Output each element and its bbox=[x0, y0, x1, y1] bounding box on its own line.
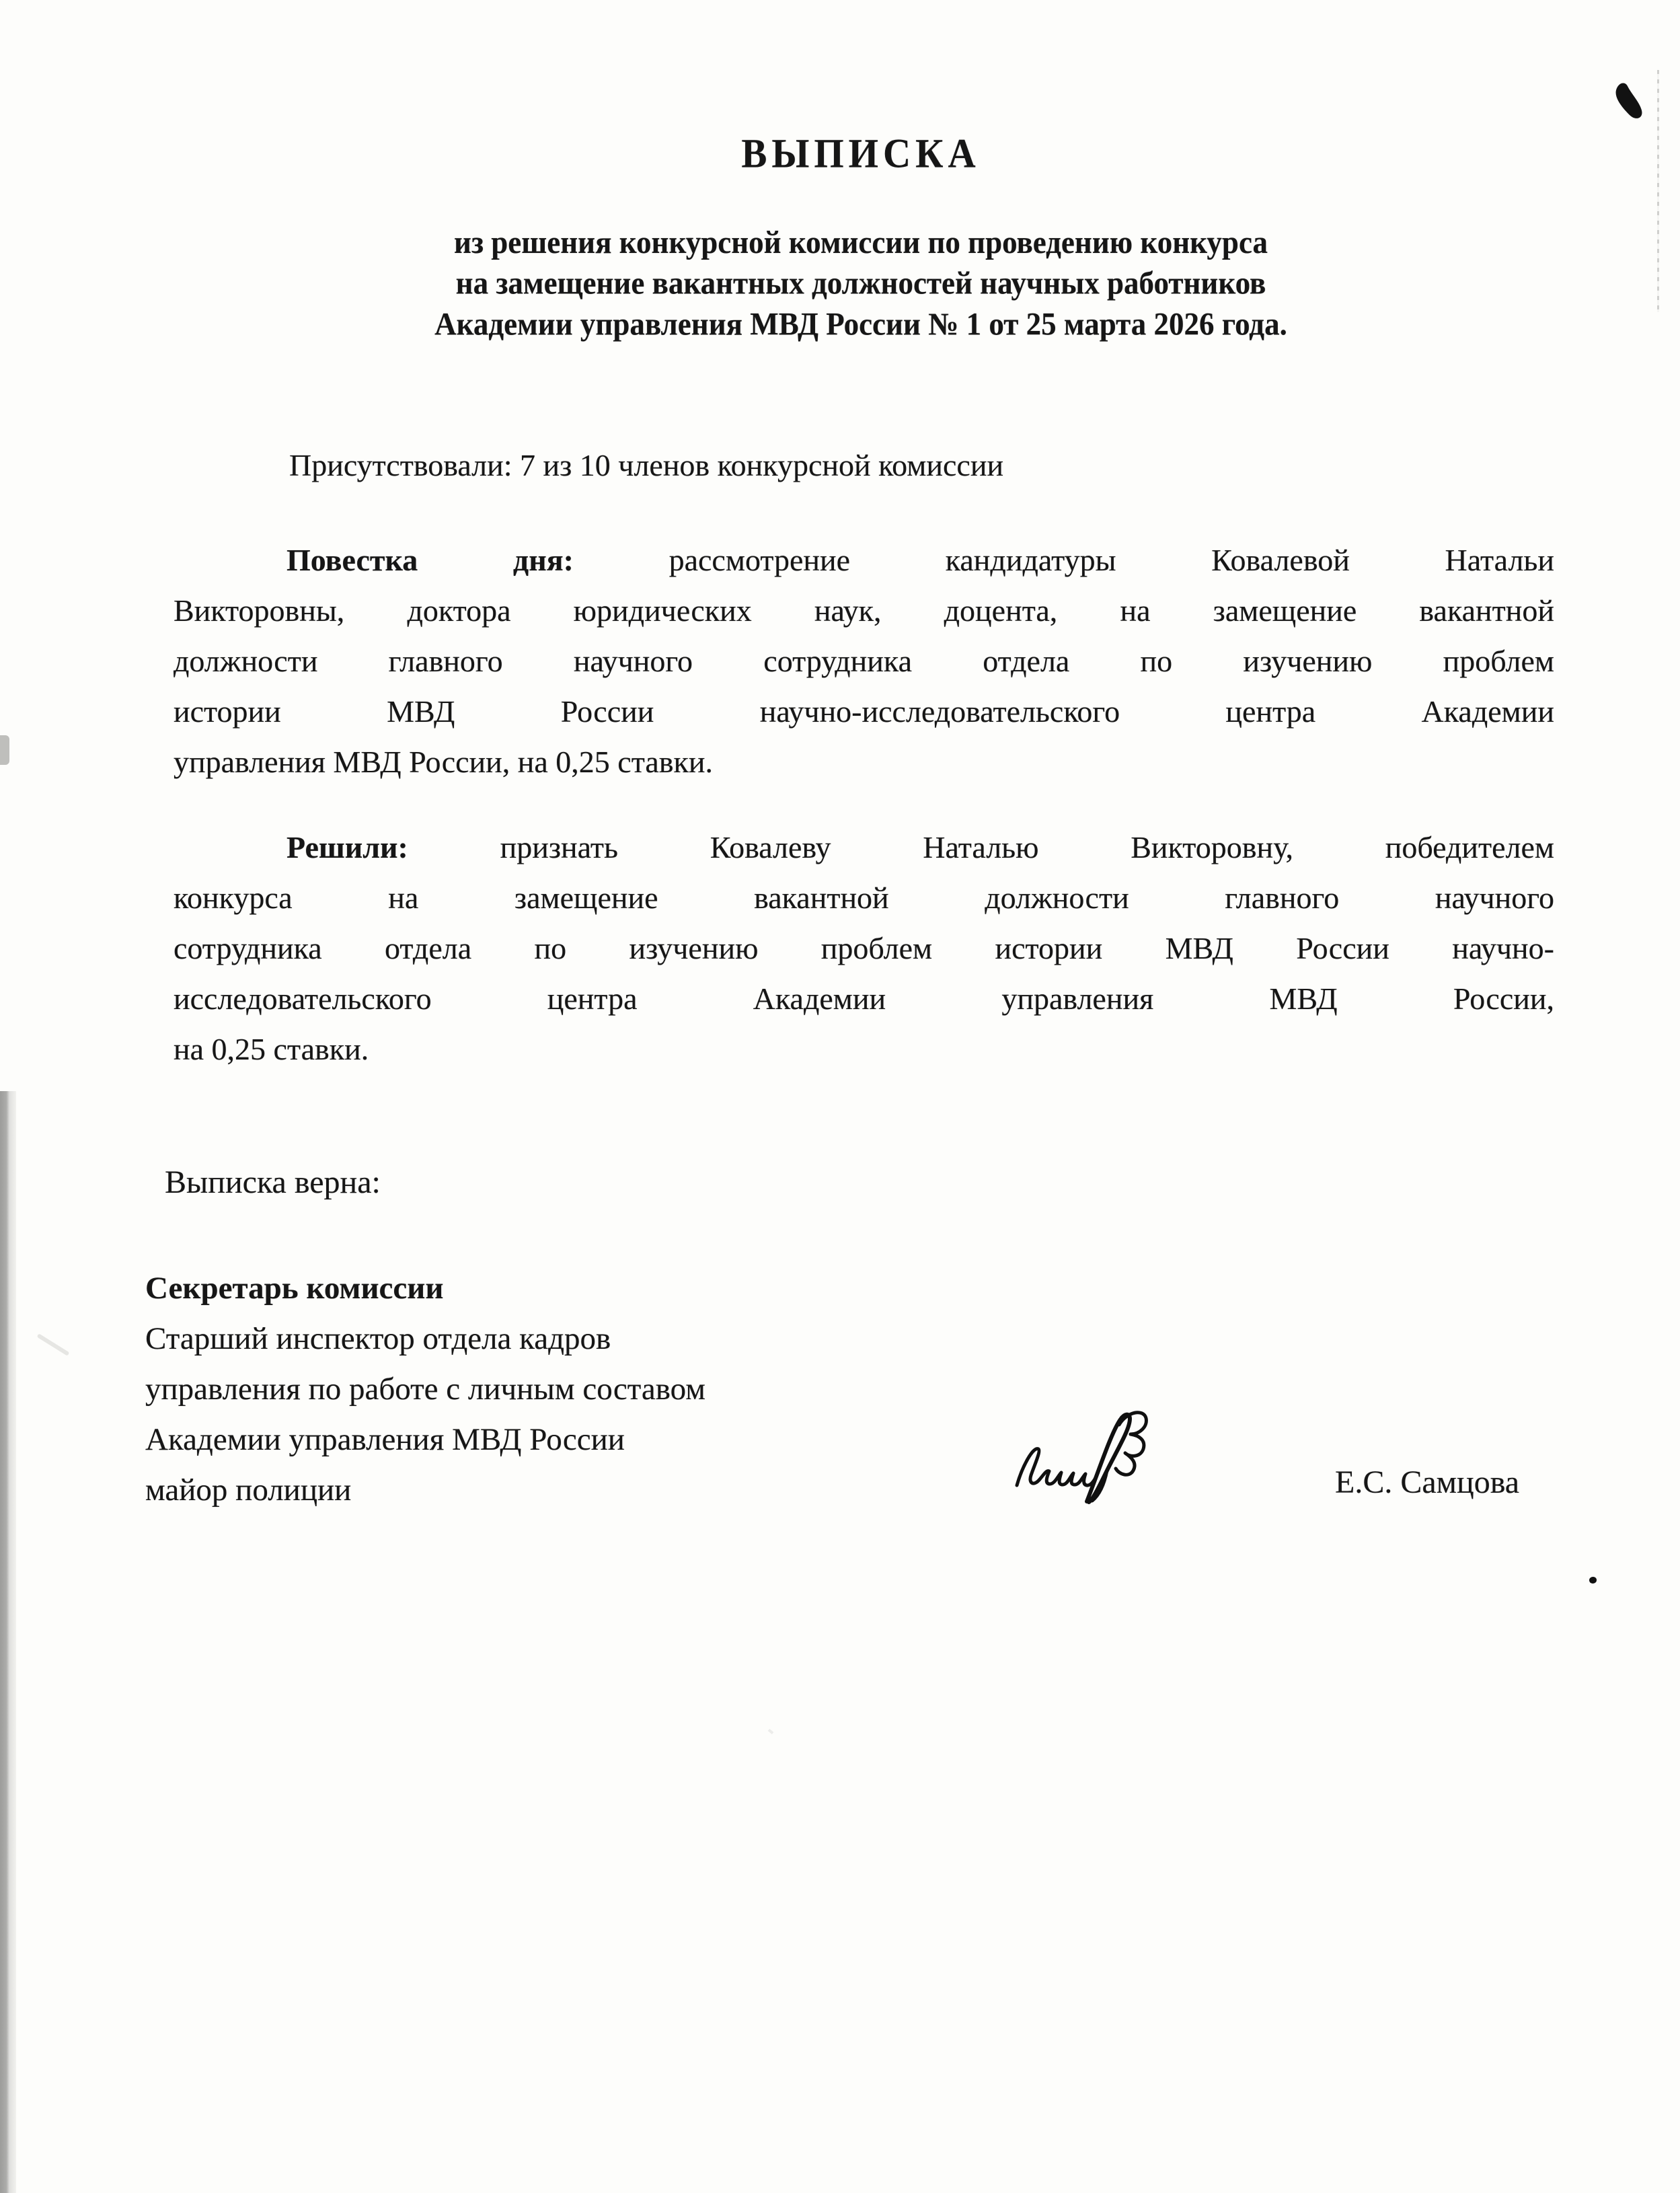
agenda-line: управления МВД России, на 0,25 ставки. bbox=[174, 745, 713, 779]
resolution-line: исследовательского центра Академии управления МВД России, bbox=[174, 981, 1554, 1016]
agenda-line-text: рассмотрение кандидатуры Ковалевой Натальи bbox=[669, 543, 1555, 577]
resolution-line: конкурса на замещение вакантной должности главного научного bbox=[174, 881, 1554, 915]
agenda-line: Викторовны, доктора юридических наук, доцента, на замещение вакантной bbox=[174, 593, 1554, 628]
handwritten-signature-icon bbox=[1003, 1405, 1192, 1512]
resolution-line: сотрудника отдела по изучению проблем истории МВД России научно- bbox=[174, 931, 1554, 965]
scan-edge-artifact-left-small bbox=[0, 735, 9, 765]
agenda-paragraph bbox=[174, 535, 1554, 787]
scan-edge-artifact-left bbox=[0, 1091, 16, 2193]
certification-line: Выписка верна: bbox=[165, 1164, 381, 1200]
attendance-line: Присутствовали: 7 из 10 членов конкурсной комиссии bbox=[289, 448, 1004, 482]
scan-speck bbox=[768, 1729, 774, 1734]
page-title: ВЫПИСКА bbox=[741, 131, 981, 177]
signatory-name: Е.С. Самцова bbox=[1335, 1464, 1520, 1500]
resolution-lead-label: Решили: bbox=[287, 830, 408, 864]
ink-dot bbox=[1589, 1577, 1597, 1584]
signatory-block bbox=[145, 1263, 1087, 1516]
pen-ink-stroke-icon bbox=[1611, 79, 1648, 128]
resolution-paragraph bbox=[174, 822, 1554, 1074]
signatory-line: Академии управления МВД России bbox=[145, 1422, 625, 1457]
agenda-line bbox=[174, 535, 1554, 585]
agenda-line: истории МВД России научно-исследовательского центра Академии bbox=[174, 694, 1554, 729]
resolution-line-text: признать Ковалеву Наталью Викторовну, победителем bbox=[500, 830, 1554, 864]
document-subtitle bbox=[168, 222, 1554, 345]
subtitle-line: Академии управления МВД России № 1 от 25 марта 2026 года. bbox=[434, 306, 1287, 342]
subtitle-line: на замещение вакантных должностей научных работников bbox=[455, 265, 1266, 301]
resolution-line: на 0,25 ставки. bbox=[174, 1032, 369, 1066]
resolution-line bbox=[174, 822, 1554, 872]
scan-smudge bbox=[37, 1333, 70, 1356]
subtitle-line: из решения конкурсной комиссии по проведению конкурса bbox=[454, 224, 1268, 260]
signatory-line: Старший инспектор отдела кадров bbox=[145, 1321, 611, 1356]
agenda-line: должности главного научного сотрудника отдела по изучению проблем bbox=[174, 644, 1554, 678]
agenda-lead-label: Повестка дня: bbox=[287, 543, 574, 577]
signatory-role: Секретарь комиссии bbox=[145, 1271, 444, 1306]
scan-edge-artifact-right bbox=[1657, 70, 1659, 312]
signatory-line: управления по работе с личным составом bbox=[145, 1372, 705, 1407]
signatory-line: майор полиции bbox=[145, 1473, 352, 1508]
